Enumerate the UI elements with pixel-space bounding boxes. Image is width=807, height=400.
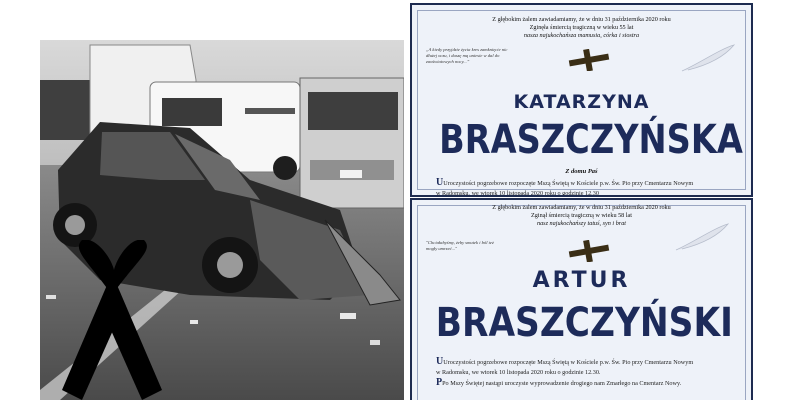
mourning-ribbon-icon — [52, 240, 172, 400]
ceremony-line-2: w Radomsku, we wtorek 10 listopada 2020 roku o godzinie 12.30 — [436, 190, 599, 197]
family-text: nasza najukochańsza mamusia, córka i siostra — [523, 32, 640, 39]
obituary-notice-katarzyna — [410, 3, 753, 197]
announcement-text: Z głębokim żalem zawiadamiamy, że w dniu 31 października 2020 roku — [492, 204, 671, 211]
ambulance-window — [162, 98, 222, 126]
quote-text: „A kiedy przyjdzie życia kres zamknięcie nic dłużej oczu, i duszę mą uniesie w dal do zaoświatowych nocy...” — [426, 47, 508, 64]
cross-icon — [567, 240, 611, 262]
quote-text: "Chciałabyśmy, żeby smutek i ból też mogły umrzeć..." — [426, 240, 494, 251]
last-name: BRASZCZYŃSKI — [435, 300, 733, 346]
maiden-name: Z domu Paś — [565, 168, 598, 175]
family-text: nasz najukochańszy tatuś, syn i brat — [536, 220, 627, 227]
obituary-notice-artur — [410, 198, 753, 400]
last-name: BRASZCZYŃSKA — [439, 117, 743, 163]
ceremony-line-1: Uroczystości pogrzebowe rozpoczęte Mszą Świętą w Kościele p.w. Św. Pio przy Cmentarzu Nowym — [443, 180, 694, 187]
feather-icon — [674, 222, 730, 252]
ceremony-line-2: w Radomsku, we wtorek 10 listopada 2020 roku o godzinie 12.30. — [436, 369, 601, 376]
ceremony-line-3: Po Mszy Świętej nastąpi uroczyste wyprowadzenie drogiego nam Zmarłego na Cmentarz Nowy. — [442, 380, 682, 387]
ceremony-line-1: Uroczystości pogrzebowe rozpoczęte Mszą Świętą w Kościele p.w. Św. Pio przy Cmentarzu Nowym — [443, 359, 694, 366]
first-name: KATARZYNA — [513, 91, 650, 113]
death-text: Zginął śmiercią tragiczną w wieku 58 lat — [530, 212, 633, 219]
announcement-text: Z głębokim żalem zawiadamiamy, że w dniu 31 października 2020 roku — [492, 16, 671, 23]
ceremony-text: UUroczystości pogrzebowe rozpoczęte Mszą Świętą w Kościele p.w. Św. Pio przy Cmentarzu Nowym w Radomsku, we wtorek 10 listopada 2020 roku o godzinie 12.30. PPo Mszy Świętej nastąpi uroczyste wyprowadzenie drogiego nam Zmarłego na Cmentarz Nowy. — [436, 356, 694, 388]
ceremony-text: UUroczystości pogrzebowe rozpoczęte Mszą Świętą w Kościele p.w. Św. Pio przy Cmentarzu Nowym w Radomsku, we wtorek 10 listopada 2020 roku o godzinie 12.30 — [436, 177, 694, 197]
first-name: ARTUR — [532, 268, 631, 293]
death-text: Zginęła śmiercią tragiczną w wieku 55 lat — [529, 24, 634, 31]
feather-icon — [680, 43, 736, 73]
cross-icon — [567, 49, 611, 71]
